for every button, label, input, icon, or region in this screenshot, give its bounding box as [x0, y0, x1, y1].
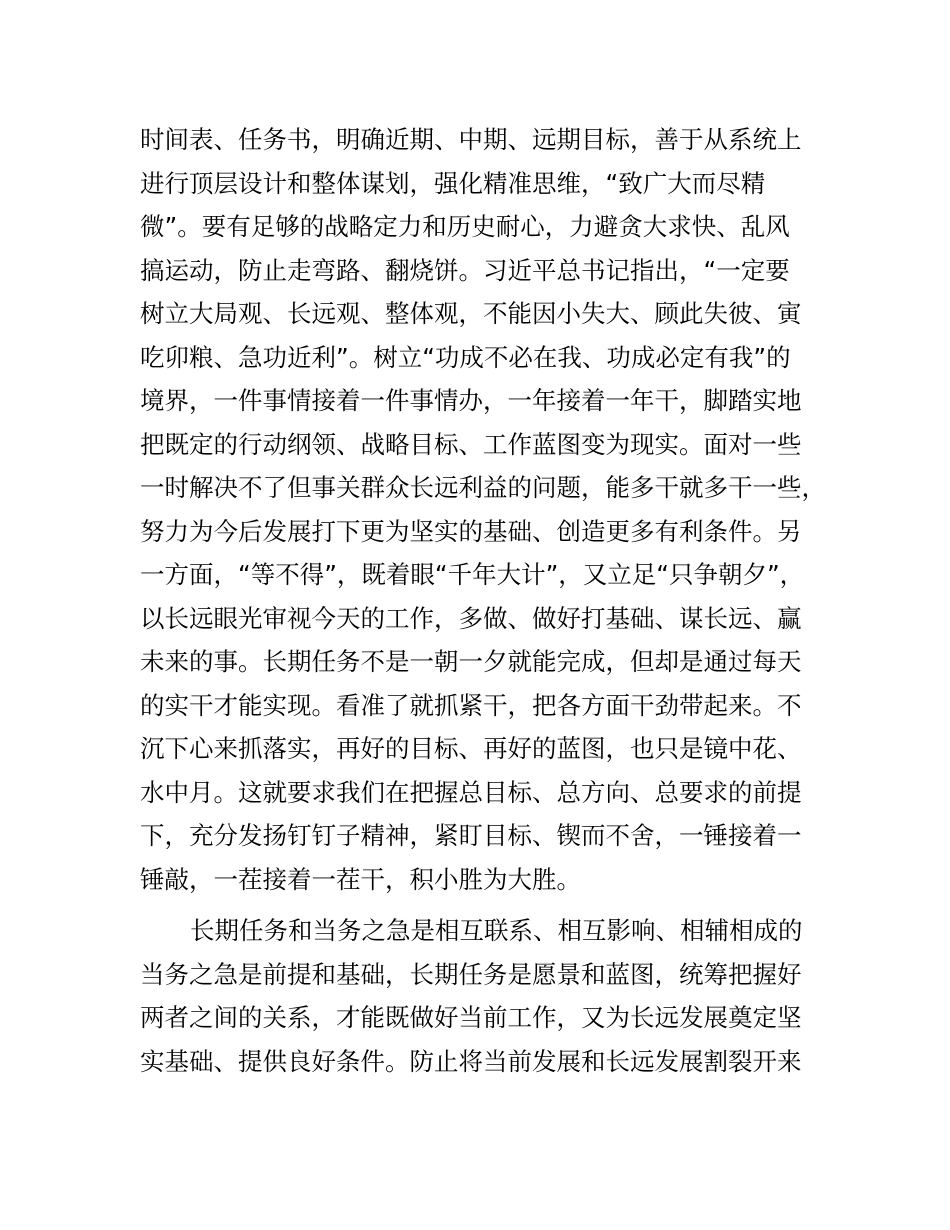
body-text: [140, 118, 826, 1083]
text-line: 的实干才能实现。看准了就抓紧干，把各方面干劲带起来。不: [140, 690, 802, 720]
text-line: 未来的事。长期任务不是一朝一夕就能完成，但却是通过每天: [140, 647, 802, 676]
text-line: 沉下心来抓落实，再好的目标、再好的蓝图，也只是镜中花、: [140, 734, 802, 763]
text-line: 时间表、任务书，明确近期、中期、远期目标，善于从系统上: [140, 125, 802, 154]
text-line: 两者之间的关系，才能既做好当前工作，又为长远发展奠定坚: [140, 1003, 802, 1032]
text-line: 实基础、提供良好条件。防止将当前发展和长远发展割裂开来: [140, 1046, 802, 1076]
text-line: 把既定的行动纲领、战略目标、工作蓝图变为现实。面对一些: [140, 429, 802, 459]
paragraph-spacer: [140, 901, 820, 909]
text-line-indented: 长期任务和当务之急是相互联系、相互影响、相辅相成的: [190, 916, 803, 945]
text-line: 一时解决不了但事关群众长远利益的问题，能多干就多干一些，: [140, 473, 826, 502]
text-line: 树立大局观、长远观、整体观，不能因小失大、顾此失彼、寅: [140, 299, 802, 328]
text-line: 吃卯粮、急功近利”。树立“功成不必在我、功成必定有我”的: [140, 342, 791, 372]
text-line: 进行顶层设计和整体谋划，强化精准思维，“致广大而尽精: [140, 168, 766, 198]
text-line: 一方面，“等不得”，既着眼“千年大计”，又立足“只争朝夕”，: [140, 560, 805, 589]
text-line: 水中月。这就要求我们在把握总目标、总方向、总要求的前提: [140, 777, 802, 807]
text-line: 微”。要有足够的战略定力和历史耐心，力避贪大求快、乱风: [140, 212, 790, 241]
text-line: 搞运动，防止走弯路、翻烧饼。习近平总书记指出，“一定要: [140, 255, 790, 285]
text-line: 境界，一件事情接着一件事情办，一年接着一年干，脚踏实地: [140, 386, 802, 415]
paragraph-1: [140, 118, 826, 901]
text-line: 下，充分发扬钉钉子精神，紧盯目标、锲而不舍，一锤接着一: [140, 821, 802, 850]
paragraph-2: [140, 909, 820, 1083]
text-line: 当务之急是前提和基础，长期任务是愿景和蓝图，统筹把握好: [140, 959, 802, 989]
text-line: 以长远眼光审视今天的工作，多做、做好打基础、谋长远、赢: [140, 603, 802, 633]
text-line: 努力为今后发展打下更为坚实的基础、创造更多有利条件。另: [140, 516, 802, 546]
text-line: 锤敲，一茬接着一茬干，积小胜为大胜。: [140, 864, 581, 894]
